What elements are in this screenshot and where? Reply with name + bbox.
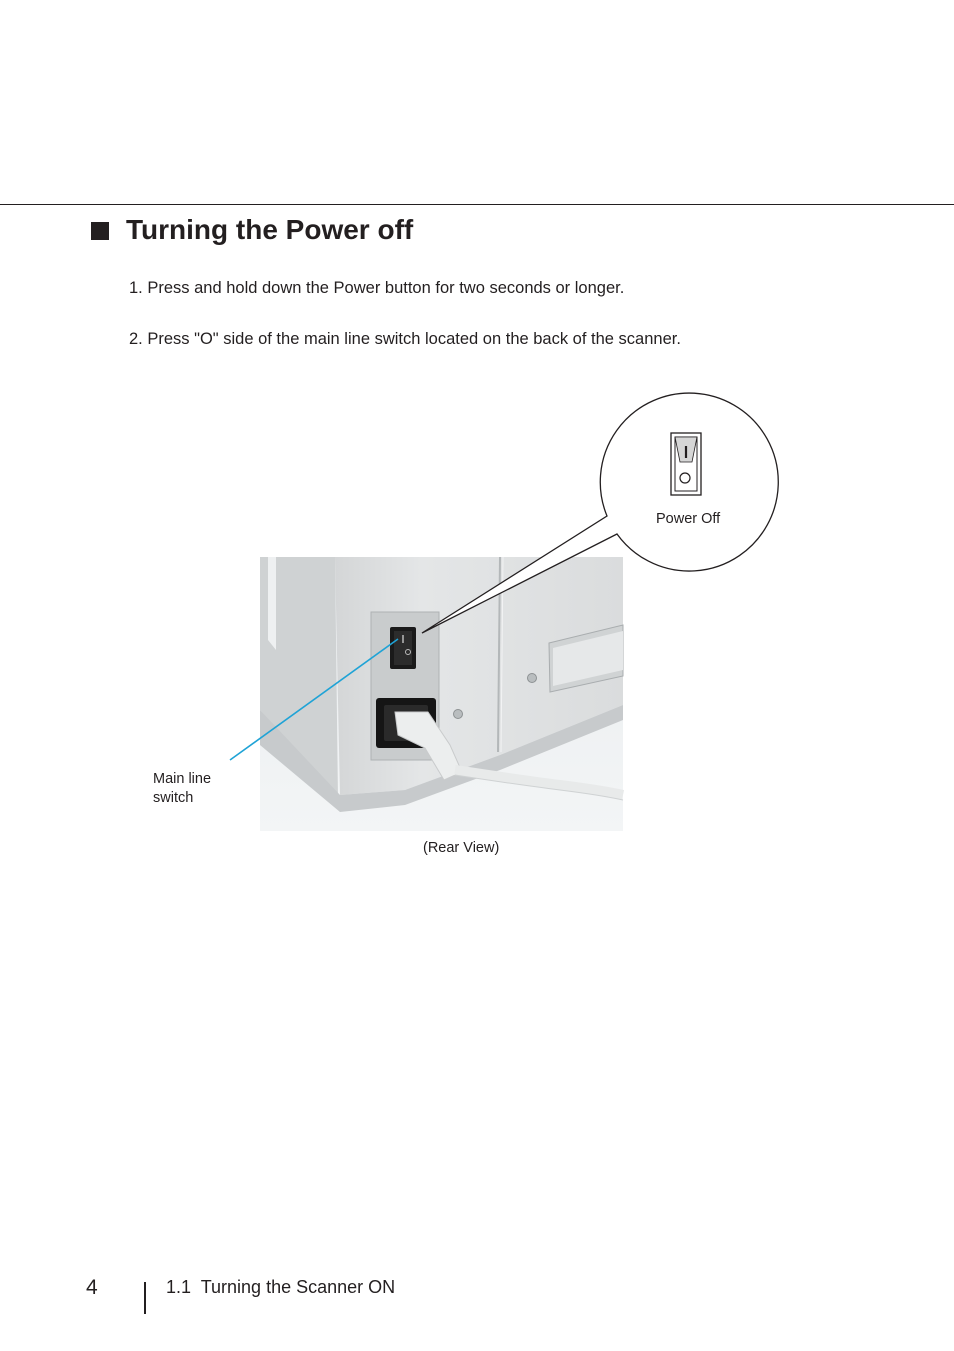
main-line-switch-label-line2: switch [153,790,194,806]
section-heading-text: Turning the Power off [126,214,414,245]
rocker-switch-off-icon [671,433,701,495]
main-line-switch-label [153,770,211,808]
main-line-switch-label-line1: Main line [153,771,212,787]
footer-divider [144,1282,146,1314]
step-1: 1. Press and hold down the Power button for two seconds or longer. [129,279,625,297]
figure-caption: (Rear View) [423,840,500,856]
power-off-label: Power Off [656,511,721,527]
scanner-rear-photo [260,557,623,831]
step-2: 2. Press "O" side of the main line switch located on the back of the scanner. [129,330,681,348]
footer-section-title: 1.1 Turning the Scanner ON [166,1277,396,1297]
page-number: 4 [86,1276,98,1299]
